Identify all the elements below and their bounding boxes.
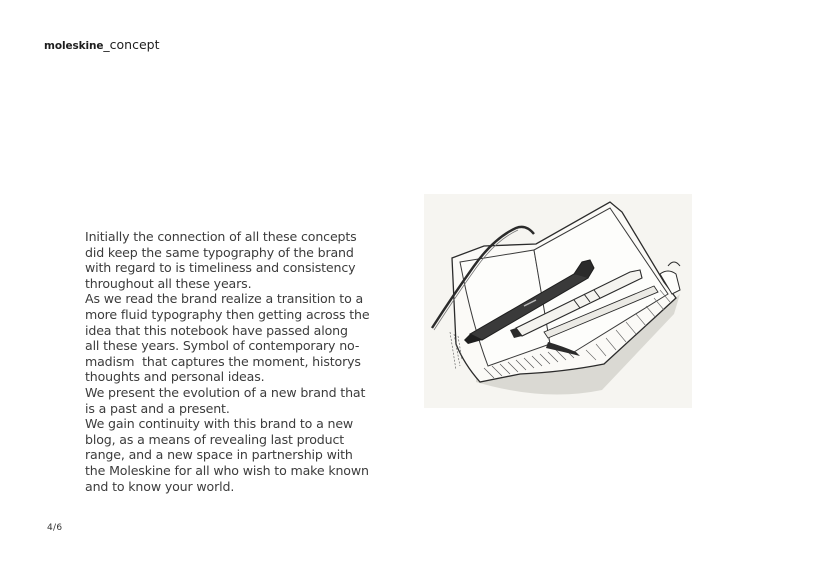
notebook-sketch-drawing — [424, 194, 692, 408]
body-line: range, and a new space in partnership with — [85, 447, 353, 463]
body-line: more fluid typography then getting across the — [85, 306, 370, 322]
body-line: We gain continuity with this brand to a new — [85, 416, 354, 432]
body-line: the Moleskine for all who wish to make known — [85, 462, 369, 478]
body-line: thoughts and personal ideas. — [85, 369, 265, 385]
body-line: is a past and a present. — [85, 400, 230, 416]
body-line: We present the evolution of a new brand that — [85, 384, 366, 400]
body-line: madism that captures the moment, historys — [85, 353, 361, 369]
body-line: As we read the brand realize a transition to a — [85, 291, 364, 307]
body-line: did keep the same typography of the brand — [85, 244, 354, 260]
header-suffix: _concept — [103, 37, 160, 52]
page-header — [44, 37, 160, 54]
header-brand: moleskine — [44, 40, 104, 52]
body-line: idea that this notebook have passed along — [85, 322, 348, 338]
body-line: throughout all these years. — [85, 275, 252, 291]
body-line: blog, as a means of revealing last product — [85, 431, 345, 447]
body-line: with regard to is timeliness and consistency — [85, 260, 356, 276]
body-line: all these years. Symbol of contemporary no- — [85, 338, 360, 354]
page-number: 4/6 — [47, 523, 63, 533]
body-line: Initially the connection of all these concepts — [85, 229, 357, 244]
body-line: and to know your world. — [85, 478, 235, 494]
notebook-pen-sketch — [424, 194, 692, 408]
body-paragraph — [85, 229, 375, 494]
